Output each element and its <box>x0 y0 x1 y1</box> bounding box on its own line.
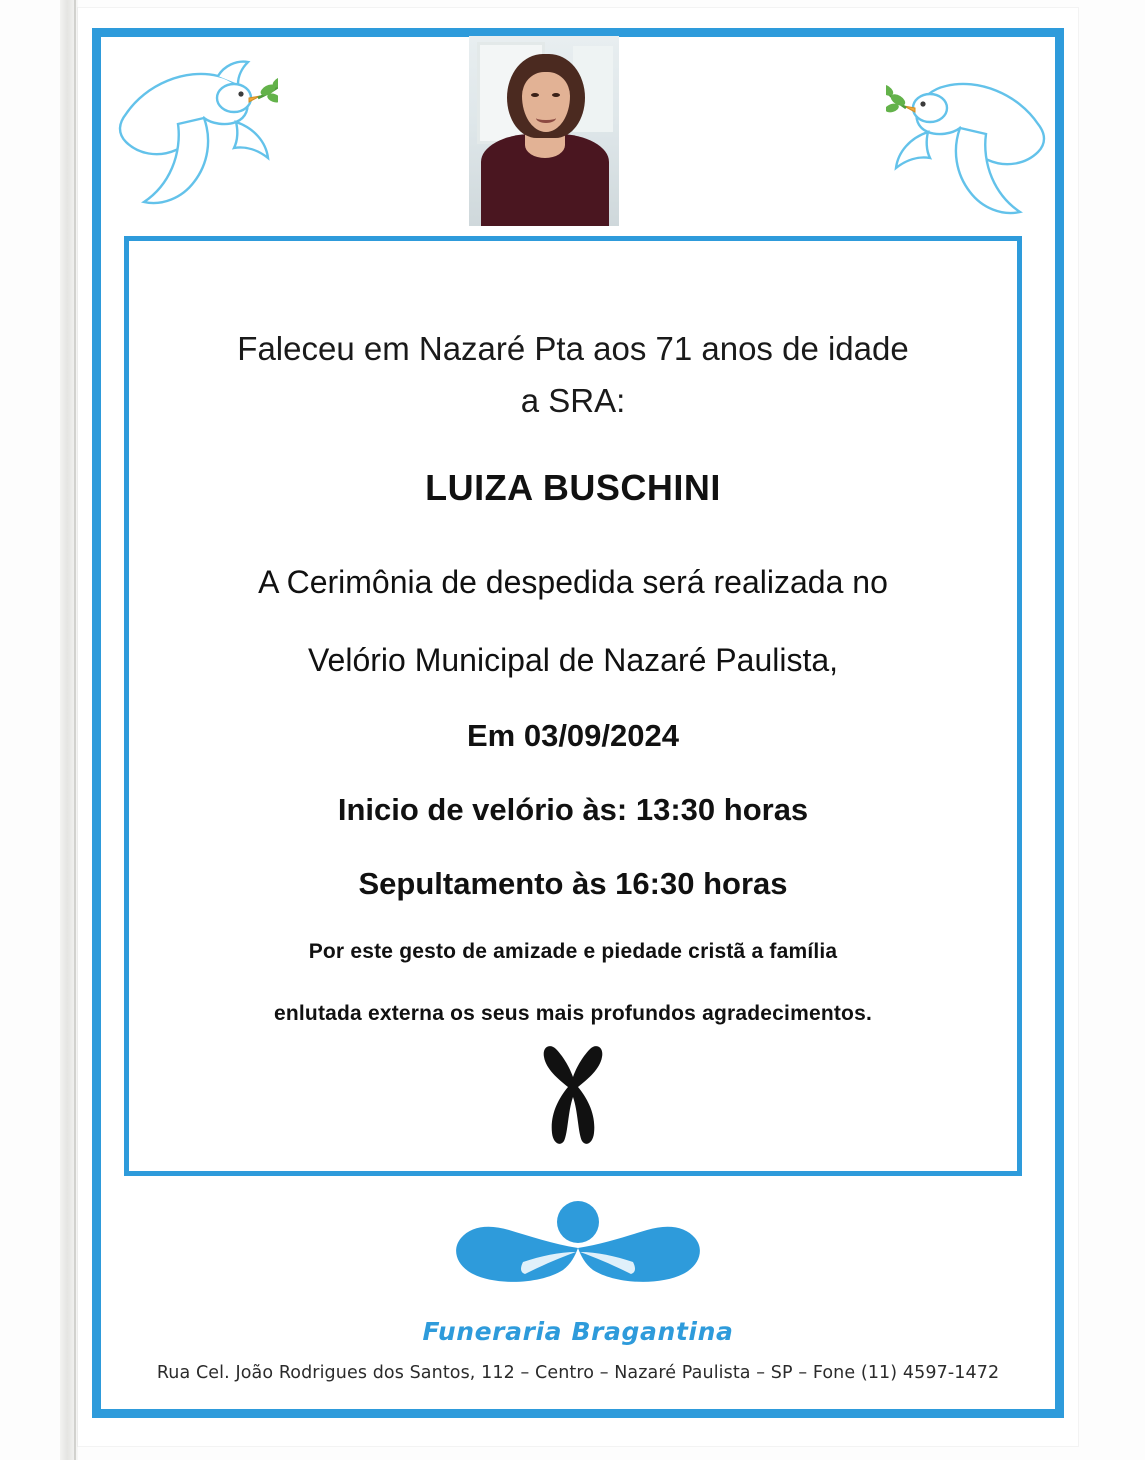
funeral-home-address: Rua Cel. João Rodrigues dos Santos, 112 – Centro – Nazaré Paulista – SP – Fone (11) 4597-1472 <box>156 1363 1000 1383</box>
notice-text-panel <box>124 236 1022 1176</box>
dove-icon <box>108 36 278 216</box>
scan-edge-line <box>74 0 76 1460</box>
funeral-home-logo-icon <box>78 1200 1078 1315</box>
ceremony-line-1: A Cerimônia de despedida será realizada no <box>258 564 888 600</box>
notice-line-2: a SRA: <box>520 382 626 419</box>
dove-icon <box>886 56 1056 221</box>
funeral-home-branding <box>78 1200 1078 1346</box>
notice-line-1: Faleceu em Nazaré Pta aos 71 anos de idade <box>237 330 909 367</box>
burial-time: Sepultamento às 16:30 horas <box>358 866 788 901</box>
notice-text-block <box>129 323 1017 1045</box>
ceremony-date: Em 03/09/2024 <box>466 718 679 753</box>
thanks-line-2: enlutada externa os seus mais profundos agradecimentos. <box>273 1002 872 1025</box>
mourning-ribbon-icon <box>538 1041 608 1156</box>
deceased-portrait-photo <box>469 36 619 226</box>
thanks-line-1: Por este gesto de amizade e piedade cristã a família <box>308 940 838 963</box>
funeral-notice-card <box>78 8 1078 1446</box>
ceremony-line-2: Velório Municipal de Nazaré Paulista, <box>307 642 839 678</box>
wake-start-time: Inicio de velório às: 13:30 horas <box>337 792 809 827</box>
funeral-home-name: Funeraria Bragantina <box>422 1317 734 1346</box>
deceased-name: LUIZA BUSCHINI <box>425 467 721 508</box>
